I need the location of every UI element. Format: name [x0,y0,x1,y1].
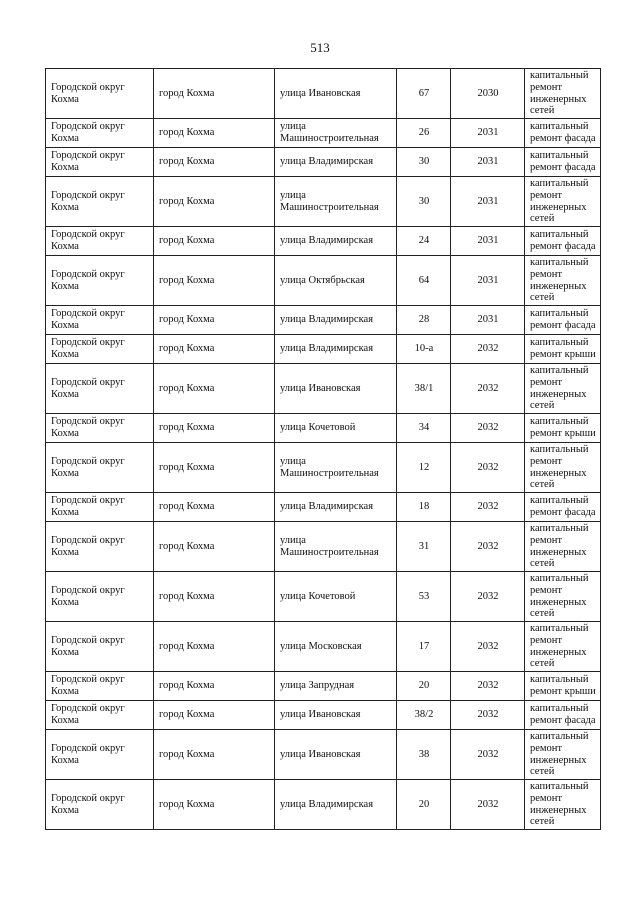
year-cell: 2032 [451,672,525,701]
district-cell: Городской округ Кохма [46,69,154,119]
year-cell: 2032 [451,730,525,780]
district-cell: Городской округ Кохма [46,414,154,443]
table-row [46,227,601,256]
work-type-cell: капитальный ремонт инженерных сетей [525,622,601,672]
street-cell: улица Владимирская [275,306,397,335]
street-cell: улица Кочетовой [275,572,397,622]
house-number-cell: 10-а [397,335,451,364]
year-cell: 2032 [451,493,525,522]
district-cell: Городской округ Кохма [46,672,154,701]
settlement-cell: город Кохма [154,522,275,572]
settlement-cell: город Кохма [154,177,275,227]
table-row [46,672,601,701]
street-cell: улица Ивановская [275,730,397,780]
street-cell: улица Ивановская [275,364,397,414]
year-cell: 2031 [451,306,525,335]
work-type-cell: капитальный ремонт инженерных сетей [525,522,601,572]
year-cell: 2031 [451,119,525,148]
district-cell: Городской округ Кохма [46,443,154,493]
district-cell: Городской округ Кохма [46,119,154,148]
street-cell: улица Машиностроительная [275,119,397,148]
settlement-cell: город Кохма [154,493,275,522]
settlement-cell: город Кохма [154,443,275,493]
year-cell: 2032 [451,622,525,672]
district-cell: Городской округ Кохма [46,572,154,622]
district-cell: Городской округ Кохма [46,364,154,414]
settlement-cell: город Кохма [154,227,275,256]
house-number-cell: 67 [397,69,451,119]
house-number-cell: 30 [397,148,451,177]
work-type-cell: капитальный ремонт крыши [525,414,601,443]
district-cell: Городской округ Кохма [46,493,154,522]
year-cell: 2032 [451,572,525,622]
house-number-cell: 64 [397,256,451,306]
year-cell: 2032 [451,522,525,572]
settlement-cell: город Кохма [154,414,275,443]
settlement-cell: город Кохма [154,701,275,730]
year-cell: 2032 [451,443,525,493]
table-row [46,177,601,227]
district-cell: Городской округ Кохма [46,306,154,335]
district-cell: Городской округ Кохма [46,148,154,177]
page-number: 513 [310,40,330,55]
district-cell: Городской округ Кохма [46,256,154,306]
work-type-cell: капитальный ремонт крыши [525,672,601,701]
table-row [46,119,601,148]
settlement-cell: город Кохма [154,148,275,177]
settlement-cell: город Кохма [154,672,275,701]
work-type-cell: капитальный ремонт инженерных сетей [525,69,601,119]
table-row [46,364,601,414]
street-cell: улица Владимирская [275,780,397,830]
table-row [46,780,601,830]
settlement-cell: город Кохма [154,256,275,306]
settlement-cell: город Кохма [154,364,275,414]
house-number-cell: 12 [397,443,451,493]
settlement-cell: город Кохма [154,69,275,119]
house-number-cell: 38 [397,730,451,780]
house-number-cell: 31 [397,522,451,572]
work-type-cell: капитальный ремонт инженерных сетей [525,443,601,493]
house-number-cell: 20 [397,780,451,830]
street-cell: улица Октябрьская [275,256,397,306]
work-type-cell: капитальный ремонт инженерных сетей [525,572,601,622]
year-cell: 2031 [451,256,525,306]
house-number-cell: 28 [397,306,451,335]
street-cell: улица Владимирская [275,148,397,177]
street-cell: улица Ивановская [275,69,397,119]
house-number-cell: 34 [397,414,451,443]
table-row [46,306,601,335]
year-cell: 2032 [451,335,525,364]
table-row [46,730,601,780]
work-type-cell: капитальный ремонт фасада [525,227,601,256]
table-row [46,148,601,177]
district-cell: Городской округ Кохма [46,522,154,572]
work-type-cell: капитальный ремонт инженерных сетей [525,730,601,780]
district-cell: Городской округ Кохма [46,730,154,780]
table-row [46,69,601,119]
street-cell: улица Владимирская [275,227,397,256]
table-row [46,572,601,622]
district-cell: Городской округ Кохма [46,701,154,730]
district-cell: Городской округ Кохма [46,227,154,256]
year-cell: 2031 [451,227,525,256]
housing-repair-table [45,68,601,830]
work-type-cell: капитальный ремонт фасада [525,701,601,730]
house-number-cell: 26 [397,119,451,148]
work-type-cell: капитальный ремонт фасада [525,493,601,522]
work-type-cell: капитальный ремонт крыши [525,335,601,364]
street-cell: улица Владимирская [275,493,397,522]
street-cell: улица Машиностроительная [275,522,397,572]
year-cell: 2032 [451,701,525,730]
house-number-cell: 24 [397,227,451,256]
table-row [46,493,601,522]
settlement-cell: город Кохма [154,622,275,672]
house-number-cell: 20 [397,672,451,701]
table-body [46,69,601,830]
year-cell: 2030 [451,69,525,119]
district-cell: Городской округ Кохма [46,335,154,364]
settlement-cell: город Кохма [154,335,275,364]
house-number-cell: 38/1 [397,364,451,414]
work-type-cell: капитальный ремонт фасада [525,119,601,148]
table-row [46,335,601,364]
settlement-cell: город Кохма [154,780,275,830]
house-number-cell: 17 [397,622,451,672]
year-cell: 2032 [451,364,525,414]
table-row [46,443,601,493]
street-cell: улица Владимирская [275,335,397,364]
district-cell: Городской округ Кохма [46,780,154,830]
year-cell: 2032 [451,780,525,830]
house-number-cell: 30 [397,177,451,227]
house-number-cell: 18 [397,493,451,522]
table-row [46,622,601,672]
work-type-cell: капитальный ремонт фасада [525,306,601,335]
table-row [46,256,601,306]
street-cell: улица Московская [275,622,397,672]
work-type-cell: капитальный ремонт инженерных сетей [525,780,601,830]
house-number-cell: 53 [397,572,451,622]
year-cell: 2031 [451,148,525,177]
district-cell: Городской округ Кохма [46,177,154,227]
work-type-cell: капитальный ремонт фасада [525,148,601,177]
street-cell: улица Машиностроительная [275,443,397,493]
street-cell: улица Ивановская [275,701,397,730]
table-row [46,414,601,443]
settlement-cell: город Кохма [154,306,275,335]
street-cell: улица Запрудная [275,672,397,701]
table-row [46,701,601,730]
street-cell: улица Кочетовой [275,414,397,443]
settlement-cell: город Кохма [154,572,275,622]
year-cell: 2031 [451,177,525,227]
settlement-cell: город Кохма [154,730,275,780]
work-type-cell: капитальный ремонт инженерных сетей [525,364,601,414]
table-row [46,522,601,572]
street-cell: улица Машиностроительная [275,177,397,227]
house-number-cell: 38/2 [397,701,451,730]
year-cell: 2032 [451,414,525,443]
district-cell: Городской округ Кохма [46,622,154,672]
work-type-cell: капитальный ремонт инженерных сетей [525,256,601,306]
settlement-cell: город Кохма [154,119,275,148]
work-type-cell: капитальный ремонт инженерных сетей [525,177,601,227]
